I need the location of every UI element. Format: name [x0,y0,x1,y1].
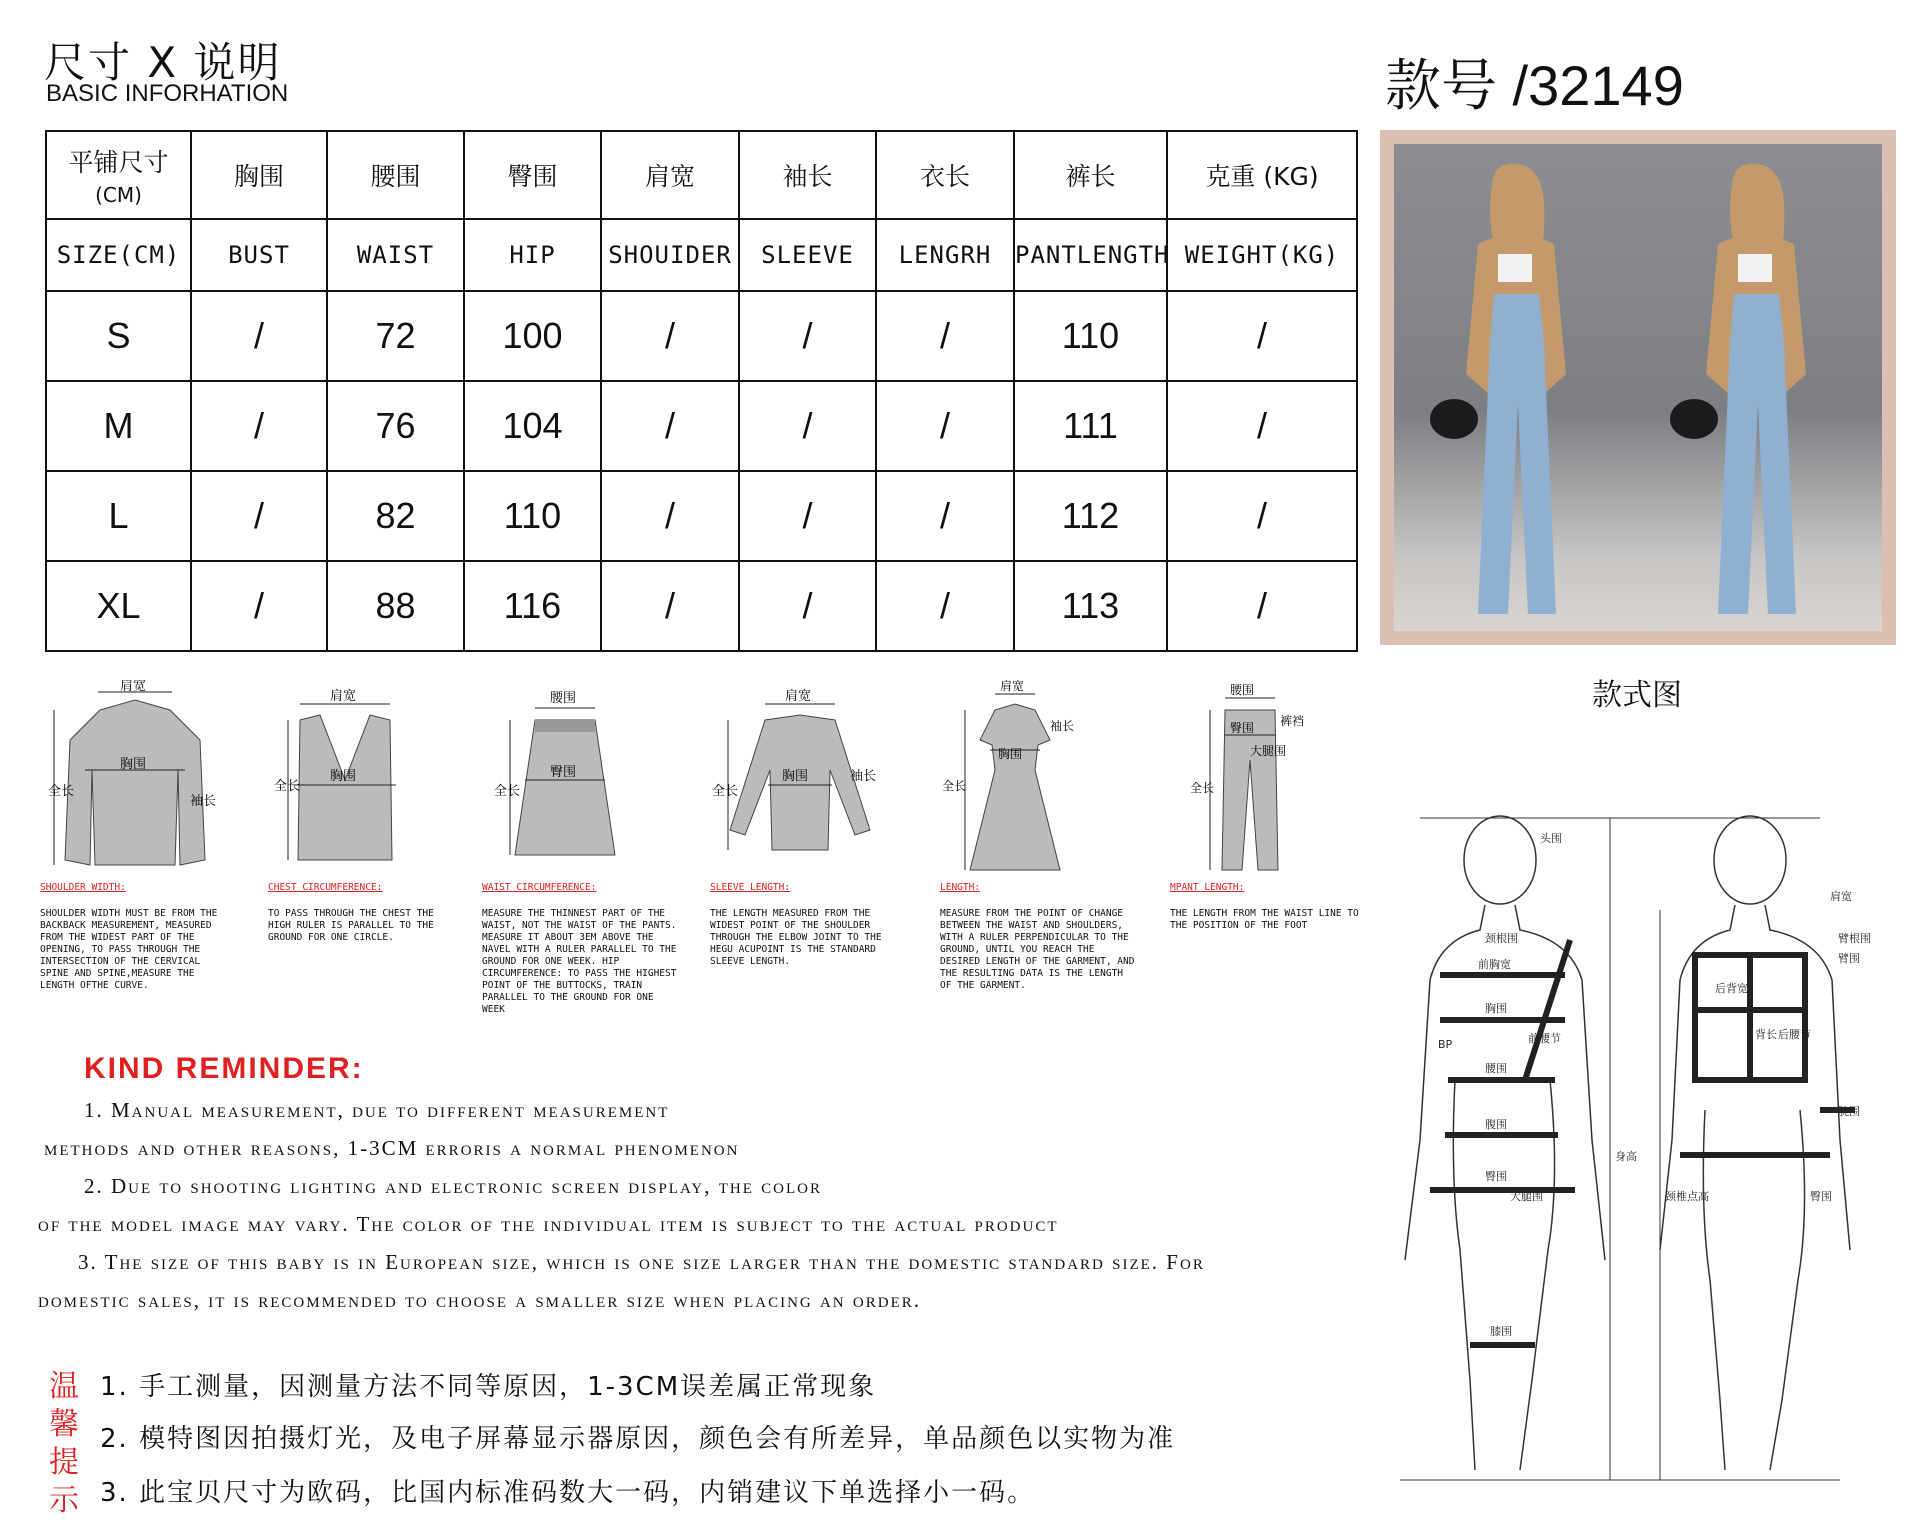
title-en: BASIC INFORHATION [46,80,289,107]
figure-label: 头围 [1540,832,1562,845]
header-cell: LENGRH [876,219,1014,291]
warm-tip-line: 1. 手工测量，因测量方法不同等原因，1-3CM误差属正常现象 [100,1372,877,1402]
warm-tip-line: 2. 模特图因拍摄灯光，及电子屏幕显示器原因，颜色会有所差异，单品颜色以实物为准 [100,1424,1176,1454]
diagram-label: 袖长 [850,769,877,784]
length-cell: / [876,471,1014,561]
length-cell: / [876,381,1014,471]
table-row [46,291,1357,381]
hip-cell: 100 [464,291,601,381]
diagram-label: 胸围 [998,747,1023,761]
diagram-label: 肩宽 [785,689,812,704]
top-diagram [270,680,420,880]
warm-tip-line: 3. 此宝贝尺寸为欧码，比国内标准码数大一码，内销建议下单选择小一码。 [100,1478,1036,1508]
diagram-label: 全长 [712,784,739,799]
waist-cell: 76 [327,381,464,471]
sleeve-cell: / [739,561,876,651]
body-measurement-figure [1360,780,1900,1520]
diagram-label: 全长 [1190,781,1215,795]
header-cell: 裤长 [1014,131,1167,219]
pant-length-cell: 111 [1014,381,1167,471]
diagram-label: 腰围 [550,691,577,706]
measurement-note: LENGTH: MEASURE FROM THE POINT OF CHANGE BETWEEN THE WAIST AND SHOULDERS, WITH A RULER PERPENDICULAR TO THE GROUND, UNTIL YOU REACH THE DESIRED LENGTH OF THE GARMENT, AND THE RESULTING DATA IS THE LENGTH OF THE GARMENT. [940,882,1135,991]
diagram-label: 胸围 [782,769,809,784]
figure-label: 臂根围 [1838,932,1871,945]
figure-label: 腹围 [1485,1118,1507,1131]
figure-label: 背长 [1755,1028,1777,1041]
reminder-line: methods and other reasons, 1-3CM erroris a normal phenomenon [44,1136,740,1160]
header-row-en [46,219,1357,291]
header-cell: 袖长 [739,131,876,219]
sleeve-cell: / [739,471,876,561]
diagram-label: 肩宽 [1000,680,1025,693]
shoulder-cell: / [601,561,739,651]
size-cell: L [46,471,191,561]
header-cell: 胸围 [191,131,327,219]
size-table [45,130,1358,652]
hip-cell: 104 [464,381,601,471]
weight-cell: / [1167,291,1357,381]
reminder-line: 2. Due to shooting lighting and electronic screen display, the color [84,1174,822,1198]
pant-length-cell: 112 [1014,471,1167,561]
hip-cell: 116 [464,561,601,651]
measurement-note: MPANT LENGTH: THE LENGTH FROM THE WAIST LINE TO THE POSITION OF THE FOOT [1170,882,1359,931]
figure-label: 腕围 [1838,1105,1860,1118]
figure-label: 前胸宽 [1478,958,1511,971]
model-number: 款号 /32149 [1385,54,1684,117]
diagram-label: 全长 [274,779,301,794]
header-cell: WAIST [327,219,464,291]
diagram-label: 肩宽 [330,689,357,704]
length-cell: / [876,291,1014,381]
reminder-line: 3. The size of this baby is in European size, which is one size larger than the domestic standard size. For [78,1250,1205,1274]
figure-label: BP [1438,1038,1453,1051]
sleeve-cell: / [739,381,876,471]
figure-label: 颈根围 [1485,932,1518,945]
waist-cell: 72 [327,291,464,381]
table-row [46,381,1357,471]
header-cell: 腰围 [327,131,464,219]
sleeve-cell: / [739,291,876,381]
weight-cell: / [1167,561,1357,651]
diagram-label: 全长 [494,784,521,799]
title-cn: 尺寸 X 说明 [44,38,282,87]
pant-length-cell: 113 [1014,561,1167,651]
header-cell: SHOUIDER [601,219,739,291]
figure-label: 颈椎点高 [1665,1190,1709,1203]
figure-label: 腰围 [1485,1062,1507,1075]
figure-label: 后背宽 [1715,982,1748,995]
dress-diagram [940,680,1090,880]
header-row-cn [46,131,1357,219]
pant-length-cell: 110 [1014,291,1167,381]
header-cell: BUST [191,219,327,291]
header-cell: SLEEVE [739,219,876,291]
header-cell: 衣长 [876,131,1014,219]
figure-label: 身高 [1615,1150,1637,1163]
figure-label: 臀围 [1810,1190,1832,1203]
product-photo [1394,144,1882,631]
reminder-line: of the model image may vary. The color of the individual item is subject to the actual product [38,1212,1059,1236]
measurement-note: SHOULDER WIDTH: SHOULDER WIDTH MUST BE FROM THE BACKBACK MEASUREMENT, MEASURED FROM THE WIDEST PART OF THE OPENING, TO PASS THROUGH THE INTERSECTION OF THE CERVICAL SPINE AND SPINE,MEASURE THE LENGTH OFTHE CURVE. [40,882,218,991]
product-photo-frame [1380,130,1896,645]
diagram-label: 腰围 [1230,683,1255,697]
hip-cell: 110 [464,471,601,561]
header-cell: PANTLENGTH [1014,219,1167,291]
diagram-label: 大腿围 [1250,744,1287,758]
header-cell: 肩宽 [601,131,739,219]
measurement-note: CHEST CIRCUMFERENCE: TO PASS THROUGH THE CHEST THE HIGH RULER IS PARALLEL TO THE GROUND FOR ONE CIRCLE. [268,882,434,943]
figure-label: 前腰节 [1528,1032,1561,1045]
measurement-note: WAIST CIRCUMFERENCE: MEASURE THE THINNEST PART OF THE WAIST, NOT THE WAIST OF THE PANTS. MEASURE IT ABOUT 3EM ABOVE THE NAVEL WITH A RULER PARALLEL TO THE GROUND FOR ONE WEEK. HIP CIRCUMFERENCE: TO PASS THE HIGHEST POINT OF THE BUTTOCKS, TRAIN PARALLEL TO THE GROUND FOR ONE WEEK [482,882,677,1015]
figure-label: 臂围 [1838,952,1860,965]
diagram-label: 全长 [48,784,75,799]
shoulder-cell: / [601,381,739,471]
measurement-note: SLEEVE LENGTH: THE LENGTH MEASURED FROM THE WIDEST POINT OF THE SHOULDER THROUGH THE ELBOW JOINT TO THE HEGU ACUPOINT IS THE STANDARD SLEEVE LENGTH. [710,882,882,967]
jacket-diagram [40,680,230,880]
diagram-label: 臀围 [550,765,577,780]
shoulder-cell: / [601,291,739,381]
weight-cell: / [1167,471,1357,561]
model-illustration [1394,144,1882,631]
style-image-label: 款式图 [1592,678,1682,713]
size-cell: S [46,291,191,381]
figure-label: 大腿围 [1510,1190,1543,1203]
diagram-label: 袖长 [190,794,217,809]
reminder-title: KIND REMINDER: [84,1052,364,1085]
bust-cell: / [191,561,327,651]
table-row [46,471,1357,561]
sweater-diagram [710,680,890,880]
bust-cell: / [191,291,327,381]
reminder-line: domestic sales, it is recommended to choose a smaller size when placing an order. [38,1288,921,1312]
figure-label: 臀围 [1485,1170,1507,1183]
figure-label: 肩宽 [1830,890,1852,903]
table-row [46,561,1357,651]
length-cell: / [876,561,1014,651]
reminder-line: 1. Manual measurement, due to different measurement [84,1098,670,1122]
size-cell: XL [46,561,191,651]
diagram-label: 肩宽 [120,680,147,694]
header-cell: SIZE(CM) [46,219,191,291]
figure-label: 膝围 [1490,1325,1512,1338]
size-cell: M [46,381,191,471]
weight-cell: / [1167,381,1357,471]
header-cell: HIP [464,219,601,291]
pants-diagram [1180,680,1330,880]
bust-cell: / [191,381,327,471]
figure-label: 胸围 [1485,1002,1507,1015]
header-cell: WEIGHT(KG) [1167,219,1357,291]
figure-label: 后腰节 [1778,1028,1811,1041]
header-cell: 平铺尺寸 (CM) [46,131,191,219]
diagram-label: 袖长 [1050,719,1075,733]
diagram-label: 胸围 [120,757,147,772]
header-cell: 臀围 [464,131,601,219]
waist-cell: 82 [327,471,464,561]
bust-cell: / [191,471,327,561]
skirt-diagram [490,680,640,880]
diagram-label: 胸围 [330,769,357,784]
diagram-label: 臀围 [1230,721,1255,735]
header-cell: 克重 (KG) [1167,131,1357,219]
shoulder-cell: / [601,471,739,561]
waist-cell: 88 [327,561,464,651]
diagram-label: 全长 [942,779,967,793]
diagram-label: 裤裆 [1280,714,1305,728]
warm-tips-label: 温 馨 提 示 [49,1369,79,1518]
